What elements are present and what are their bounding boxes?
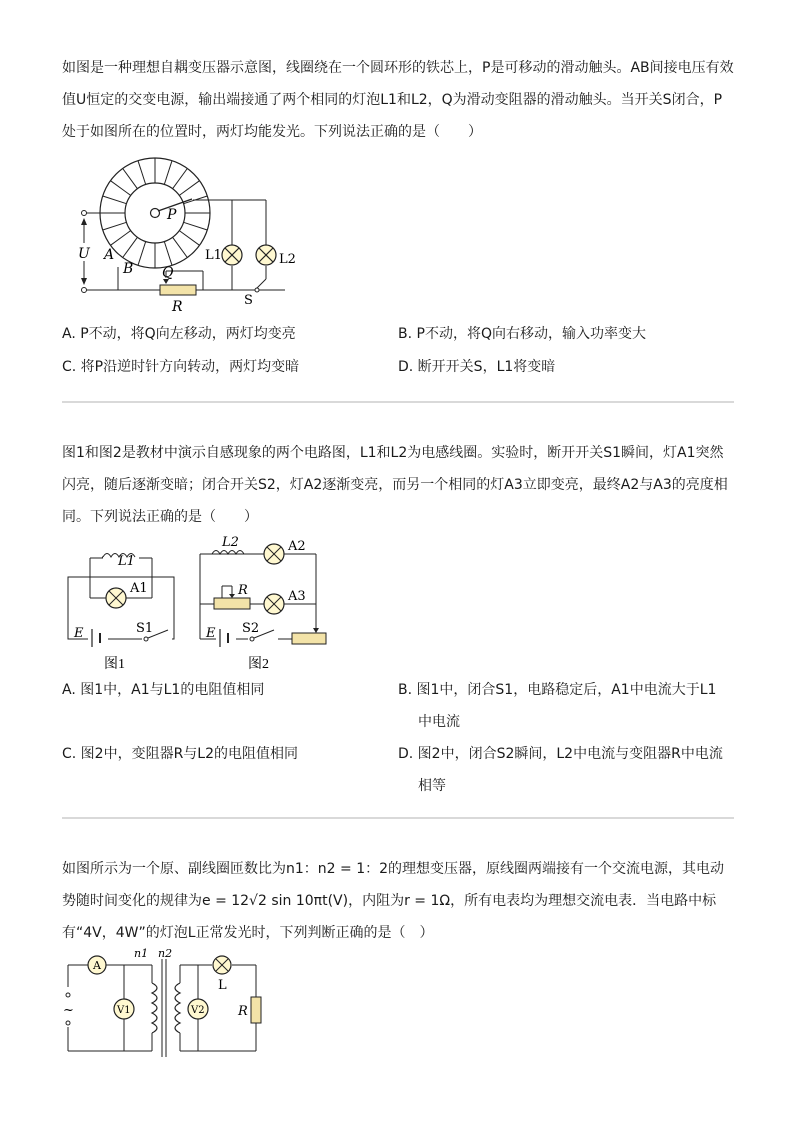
q2-option-b-cont[interactable]: 中电流: [418, 714, 460, 730]
label-A: A: [104, 247, 115, 263]
label-V1: V1: [117, 1005, 131, 1016]
label-P: P: [167, 207, 177, 223]
question-3-figure: [60, 947, 270, 1059]
fig2-caption: 图2: [248, 657, 269, 672]
question-1-stem: 如图是一种理想自耦变压器示意图，线圈绕在一个圆环形的铁芯上，P是可移动的滑动触头。AB间接电压有效值U恒定的交变电源，输出端接通了两个相同的灯泡L1和L2，Q为滑动变阻器的滑动触头。当开关S闭合，P处于如图所在的位置时，两灯均能发光。下列说法正确的是（ ）: [62, 60, 734, 140]
label-Q: Q: [162, 265, 174, 281]
label-source: ~: [63, 1003, 74, 1018]
question-3: [62, 853, 734, 949]
label-n2: n2: [158, 947, 173, 960]
question-2: [62, 437, 734, 533]
label-B: B: [123, 261, 134, 277]
q2-option-d-cont[interactable]: 相等: [418, 778, 446, 794]
q1-option-c[interactable]: C. 将P沿逆时针方向转动，两灯均变暗: [62, 359, 300, 375]
q2-option-d[interactable]: D. 图2中，闭合S2瞬间，L2中电流与变阻器R中电流: [398, 746, 723, 762]
fig2-label-A3: A3: [288, 589, 306, 604]
fig1-label-A1: A1: [130, 581, 148, 596]
label-L1: L1: [205, 248, 222, 263]
q2-option-c[interactable]: C. 图2中，变阻器R与L2的电阻值相同: [62, 746, 299, 762]
label-n1: n1: [134, 947, 149, 960]
divider-2: [62, 817, 734, 819]
label-L2: L2: [279, 252, 296, 267]
label-ammeter: A: [93, 959, 101, 972]
q1-option-b[interactable]: B. P不动，将Q向右移动，输入功率变大: [398, 326, 646, 342]
label-S: S: [244, 293, 253, 308]
label-L: L: [218, 978, 227, 993]
q2-option-b[interactable]: B. 图1中，闭合S1，电路稳定后，A1中电流大于L1: [398, 682, 717, 698]
fig1-label-E: E: [74, 626, 84, 641]
fig2-label-S2: S2: [242, 621, 260, 636]
question-1-figure: [70, 155, 310, 315]
q1-option-a[interactable]: A. P不动，将Q向左移动，两灯均变亮: [62, 326, 296, 342]
label-R: R: [238, 1004, 248, 1019]
q1-option-d[interactable]: D. 断开开关S，L1将变暗: [398, 359, 556, 375]
question-3-stem: 如图所示为一个原、副线圈匝数比为n1：n2 = 1：2的理想变压器，原线圈两端接有一个交流电源，其电动势随时间变化的规律为e = 12√2 sin 10πt(V)，内阻为r = 1Ω，所有电表均为理想交流电表．当电路中标有“4V，4W”的灯泡L正常发光时，下列判断正确的是（ ）: [62, 861, 725, 941]
fig2-label-L2: L2: [222, 535, 239, 550]
label-V2: V2: [191, 1005, 205, 1016]
question-1: [62, 52, 734, 148]
question-2-figure: [62, 532, 342, 674]
question-2-stem: 图1和图2是教材中演示自感现象的两个电路图，L1和L2为电感线圈。实验时，断开开关S1瞬间，灯A1突然闪亮，随后逐渐变暗；闭合开关S2，灯A2逐渐变亮，而另一个相同的灯A3立即变亮，最终A2与A3的亮度相同。下列说法正确的是（ ）: [62, 445, 728, 525]
fig2-label-R: R: [238, 583, 248, 598]
label-U: U: [78, 246, 90, 262]
q2-option-a[interactable]: A. 图1中，A1与L1的电阻值相同: [62, 682, 265, 698]
fig1-caption: 图1: [104, 657, 125, 672]
fig1-label-L1: L1: [118, 554, 135, 569]
fig2-label-E: E: [206, 626, 216, 641]
fig2-label-A2: A2: [288, 539, 306, 554]
divider-1: [62, 401, 734, 403]
fig1-label-S1: S1: [136, 621, 154, 636]
label-R: R: [172, 299, 183, 315]
